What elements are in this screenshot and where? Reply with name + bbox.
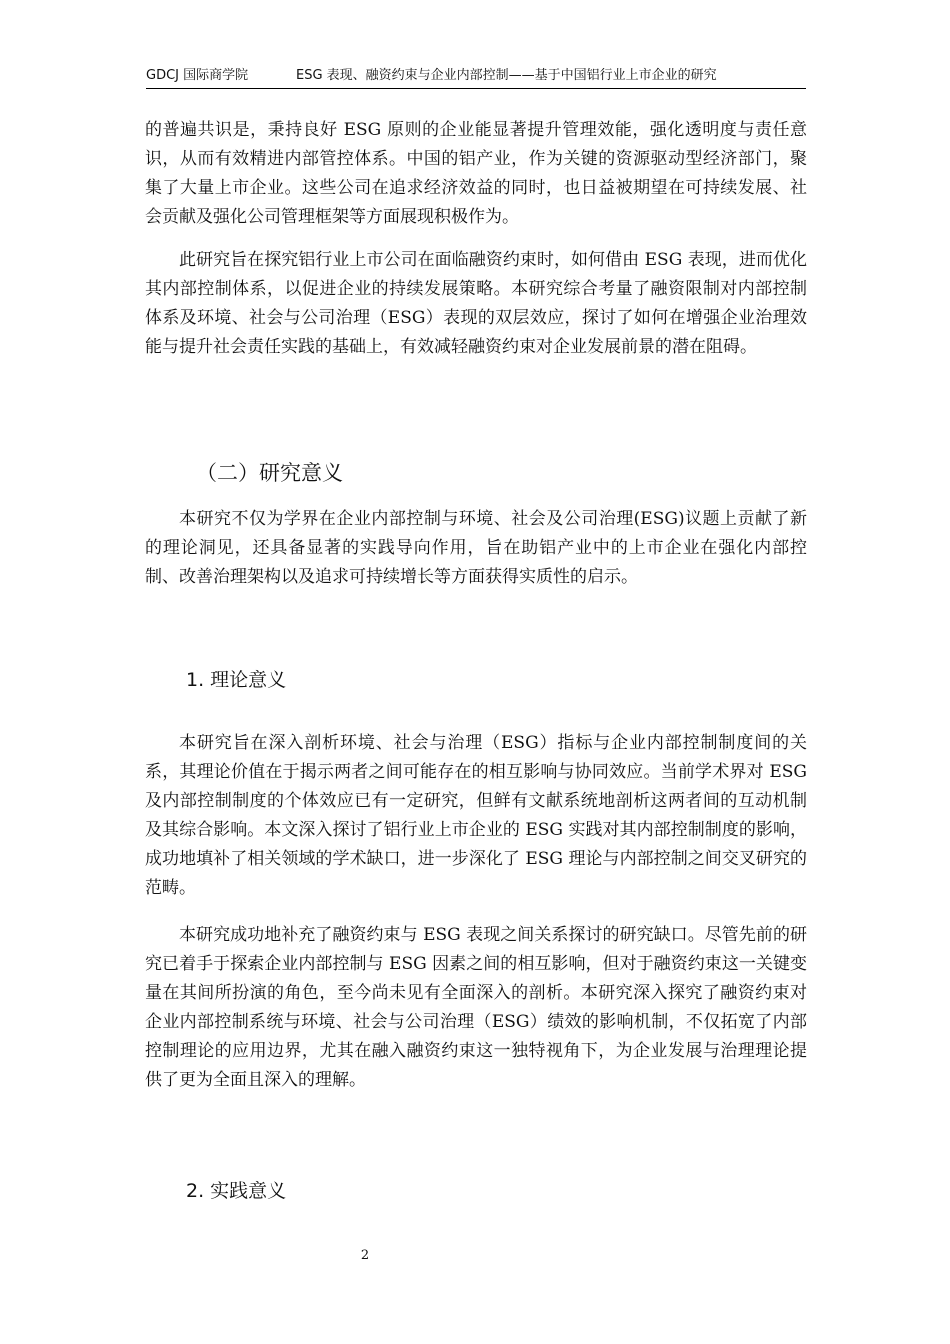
header-title: ESG 表现、融资约束与企业内部控制——基于中国铝行业上市企业的研究: [296, 68, 717, 83]
paragraph-esg-consensus: 的普遍共识是，秉持良好 ESG 原则的企业能显著提升管理效能，强化透明度与责任意识，从而有效精进内部管控体系。中国的铝产业，作为关键的资源驱动型经济部门，聚集了大量上市企业。这些公司在追求经济效益的同时，也日益被期望在可持续发展、社会贡献及强化公司管理框架等方面展现积极作为。: [145, 120, 807, 227]
paragraph-theoretical-2: 本研究成功地补充了融资约束与 ESG 表现之间关系探讨的研究缺口。尽管先前的研究已着手于探索企业内部控制与 ESG 因素之间的相互影响，但对于融资约束这一关键变量在其间所扮演的角色，至今尚未见有全面深入的剖析。本研究深入探究了融资约束对企业内部控制系统与环境、社会与公司治理（ESG）绩效的影响机制，不仅拓宽了内部控制理论的应用边界，尤其在融入融资约束这一独特视角下，为企业发展与治理理论提供了更为全面且深入的理解。: [145, 925, 807, 1090]
paragraph-research-aim: 此研究旨在探究铝行业上市公司在面临融资约束时，如何借由 ESG 表现，进而优化其内部控制体系，以促进企业的持续发展策略。本研究综合考量了融资限制对内部控制体系及环境、社会与公司治理（ESG）表现的双层效应，探讨了如何在增强企业治理效能与提升社会责任实践的基础上，有效减轻融资约束对企业发展前景的潜在阻碍。: [145, 250, 807, 357]
paragraph-theoretical-1: 本研究旨在深入剖析环境、社会与治理（ESG）指标与企业内部控制制度间的关系，其理论价值在于揭示两者之间可能存在的相互影响与协同效应。当前学术界对 ESG 及内部控制制度的个体效应已有一定研究，但鲜有文献系统地剖析这两者间的互动机制及其综合影响。本文深入探讨了铝行业上市企业的 ESG 实践对其内部控制制度的影响，成功地填补了相关领域的学术缺口，进一步深化了 ESG 理论与内部控制之间交叉研究的范畴。: [145, 733, 807, 898]
header-institution: GDCJ 国际商学院: [146, 68, 249, 83]
subheading-practical: 2. 实践意义: [186, 1180, 287, 1202]
page-header: [146, 66, 806, 89]
section-heading-significance: （二）研究意义: [196, 461, 343, 485]
subheading-theoretical: 1. 理论意义: [186, 669, 287, 691]
page-number: 2: [360, 1248, 370, 1263]
paragraph-significance-intro: 本研究不仅为学界在企业内部控制与环境、社会及公司治理(ESG)议题上贡献了新的理论洞见，还具备显著的实践导向作用，旨在助铝产业中的上市企业在强化内部控制、改善治理架构以及追求可持续增长等方面获得实质性的启示。: [145, 509, 807, 587]
